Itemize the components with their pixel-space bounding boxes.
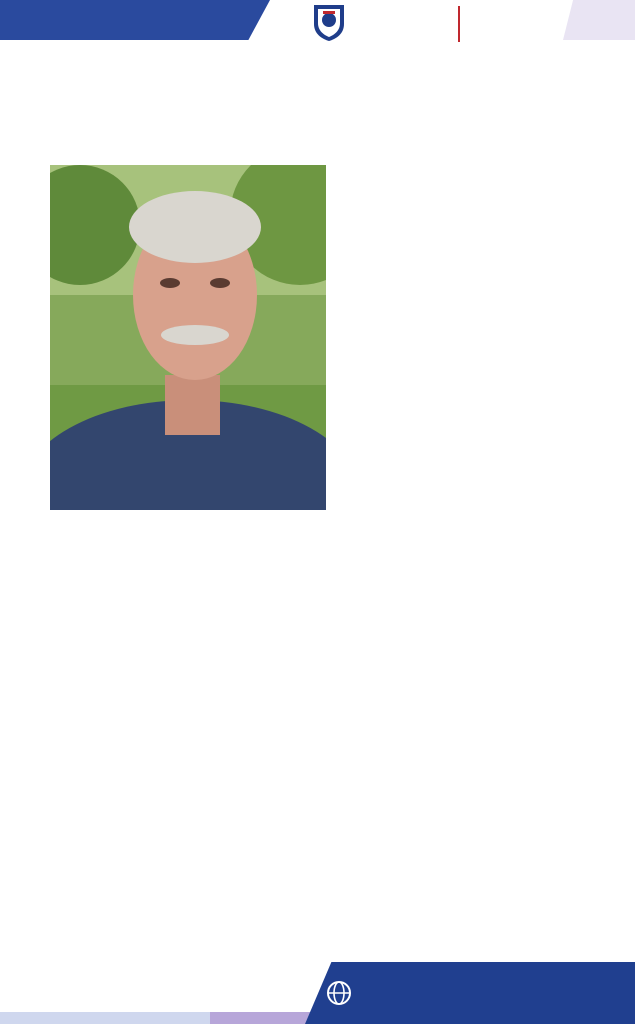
header-blue-band bbox=[0, 0, 270, 40]
logo-divider bbox=[458, 6, 460, 42]
government-logo bbox=[312, 2, 552, 46]
coat-of-arms-icon bbox=[312, 2, 346, 42]
footer-blue-band bbox=[305, 962, 635, 1024]
globe-icon bbox=[326, 980, 352, 1006]
header-lilac-band bbox=[563, 0, 635, 40]
person-photo bbox=[50, 165, 326, 510]
